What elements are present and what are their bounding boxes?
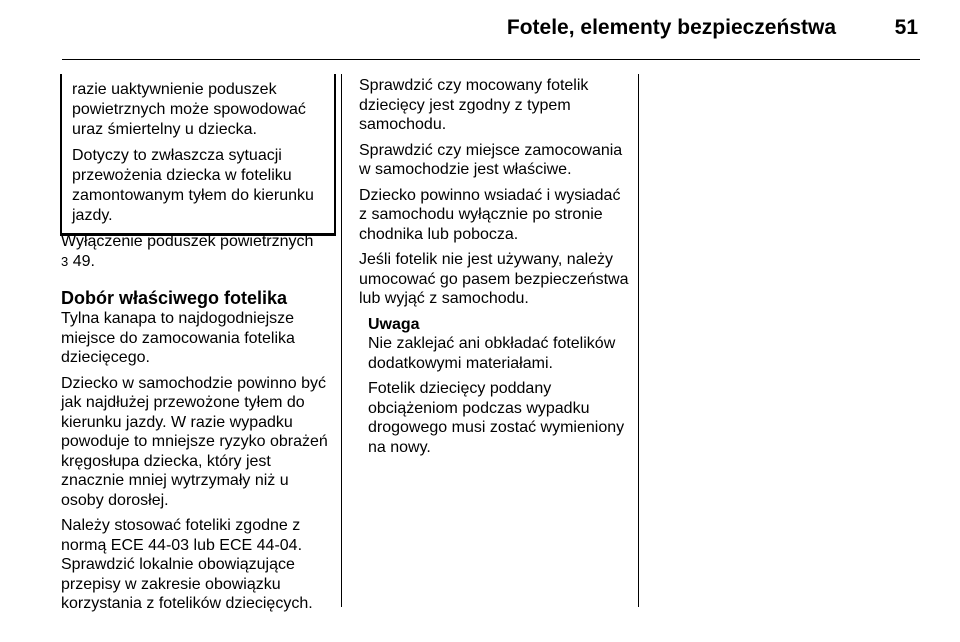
- body-paragraph: Dziecko w samochodzie powinno być jak najdłużej przewożone tyłem do kierunku jazdy. W razie wypadku powoduje to mniejsze ryzyko obrażeń kręgosłupa dziecka, który jest znacznie mniej wytrzymały niż u osoby dorosłej.: [61, 374, 328, 509]
- body-paragraph: Tylna kanapa to najdogodniejsze miejsce do zamocowania fotelika dziecięcego.: [61, 310, 295, 366]
- column-divider-right: [638, 74, 639, 607]
- note-title: Uwaga: [368, 315, 420, 333]
- body-paragraph: Sprawdzić czy mocowany fotelik dziecięcy jest zgodny z typem samochodu.: [359, 77, 589, 133]
- body-paragraph: Jeśli fotelik nie jest używany, należy umocować go pasem bezpieczeństwa lub wyjąć z samochodu.: [359, 251, 629, 307]
- page-number: 51: [894, 16, 918, 39]
- column-middle: [359, 76, 631, 463]
- note-block: [368, 315, 631, 458]
- body-paragraph: Dziecko powinno wsiadać i wysiadać z samochodu wyłącznie po stronie chodnika lub pobocza.: [359, 186, 621, 243]
- note-paragraph: Fotelik dziecięcy poddany obciążeniom podczas wypadku drogowego musi zostać wymieniony na nowy.: [368, 380, 625, 456]
- cross-reference-arrow-icon: 3: [61, 253, 69, 269]
- column-left: [61, 232, 333, 620]
- body-paragraph: Należy stosować foteliki zgodne z normą ECE 44-03 lub ECE 44-04. Sprawdzić lokalnie obowiązujące przepisy w zakresie obowiązku korzystania z fotelików dziecięcych.: [61, 517, 313, 612]
- header-title: Fotele, elementy bezpieczeństwa: [506, 16, 836, 39]
- header-rule: [62, 59, 920, 60]
- section-heading: Dobór właściwego fotelika: [61, 288, 288, 308]
- airbag-reference-text: Wyłączenie poduszek powietrznych: [61, 233, 314, 250]
- warning-paragraph: Dotyczy to zwłaszcza sytuacji przewożenia dziecka w foteliku zamontowanym tyłem do kierunku jazdy.: [72, 147, 314, 224]
- airbag-reference: [61, 232, 333, 271]
- column-divider-left: [341, 74, 342, 607]
- warning-box: [60, 74, 336, 236]
- body-paragraph: Sprawdzić czy miejsce zamocowania w samochodzie jest właściwe.: [359, 141, 623, 178]
- note-paragraph: Nie zaklejać ani obkładać fotelików dodatkowymi materiałami.: [368, 335, 616, 372]
- warning-paragraph: razie uaktywnienie poduszek powietrznych może spowodować uraz śmiertelny u dziecka.: [72, 81, 306, 138]
- airbag-reference-page: 49.: [72, 252, 95, 270]
